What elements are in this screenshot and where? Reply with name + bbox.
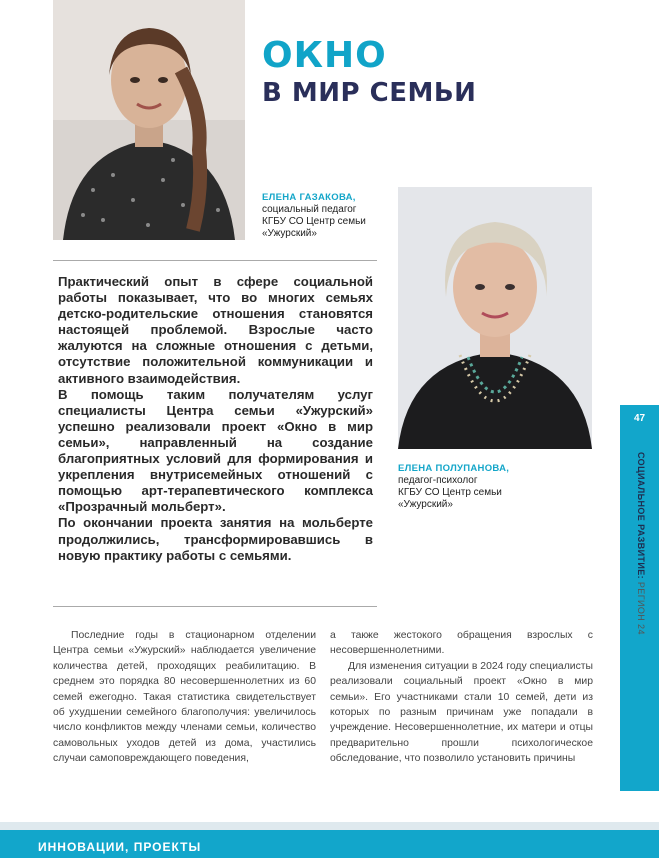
- author-org: КГБУ СО Центр семьи: [262, 216, 366, 227]
- author-org2: «Ужурский»: [262, 228, 317, 239]
- article-title-line1: ОКНО: [262, 35, 387, 76]
- footer-stripe: [0, 822, 659, 830]
- author-org2: «Ужурский»: [398, 499, 453, 510]
- lead-text-3: По окончании проекта занятия на мольберте продолжились, трансформировавшись в новую практику работы с семьями.: [58, 515, 373, 563]
- author-caption-2: [398, 463, 548, 511]
- author-caption-1: [262, 192, 392, 240]
- body-column-1: [53, 628, 316, 767]
- lead-text-1: Практический опыт в сфере социальной работы показывает, что во многих семьях детско-родительские отношения становятся настоящей проблемой. Взрослые часто жалуются на сложные отношения с детьми, отсутствие положительной коммуникации и активного взаимодействия.: [58, 274, 373, 386]
- photo-elena-gazakova: [53, 0, 245, 240]
- body-text-continued: а также жестокого обращения взрослых с несовершеннолетними.: [330, 630, 593, 657]
- body-text: Последние годы в стационарном отделении Центра семьи «Ужурский» наблюдается увеличение количества детей, проходящих реабилитацию. В среднем это порядка 80 несовершеннолетних из 60 семей ежегодно. Такая статистика свидетельствует об ухудшении семейного благополучия: увеличилось число конфликтов между членами семьи, количество самовольных уходов детей из дома, участились случаи самоповреждающего поведения,: [53, 630, 316, 765]
- author-name: ЕЛЕНА ГАЗАКОВА,: [262, 192, 356, 203]
- author-role: педагог-психолог: [398, 475, 478, 486]
- divider-bottom: [53, 606, 377, 607]
- author-name: ЕЛЕНА ПОЛУПАНОВА,: [398, 463, 510, 474]
- footer-label: ИННОВАЦИИ, ПРОЕКТЫ: [38, 840, 202, 854]
- author-role: социальный педагог: [262, 204, 357, 215]
- lead-text-2: В помощь таким получателям услуг специалисты Центра семьи «Ужурский» успешно реализовали проект «Окно в мир семьи», направленный на создание благоприятных условий для формирования и укрепления внутрисемейных отношений с помощью арт-терапевтического комплекса «Прозрачный мольберт».: [58, 386, 373, 515]
- author-org: КГБУ СО Центр семьи: [398, 487, 502, 498]
- photo-elena-polupanova: [398, 187, 592, 449]
- divider-top: [53, 260, 377, 261]
- section-name: СОЦИАЛЬНОЕ РАЗВИТИЕ:: [636, 452, 646, 579]
- body-text: Для изменения ситуации в 2024 году специалисты реализовали социальный проект «Окно в мир семьи». Его участниками стали 10 семей, дети из которых по разным причинам уже попадали в учреждение. Несовершеннолетние, их матери и отцы предварительно прошли психологическое обследование, что позволило установить причины: [330, 660, 593, 765]
- article-title-line2: В МИР СЕМЬИ: [262, 78, 477, 108]
- section-sub: РЕГИОН 24: [636, 581, 646, 635]
- section-label: [636, 452, 646, 635]
- body-column-2: [330, 628, 593, 767]
- page-number: 47: [633, 413, 646, 424]
- lead-paragraph: [58, 274, 373, 564]
